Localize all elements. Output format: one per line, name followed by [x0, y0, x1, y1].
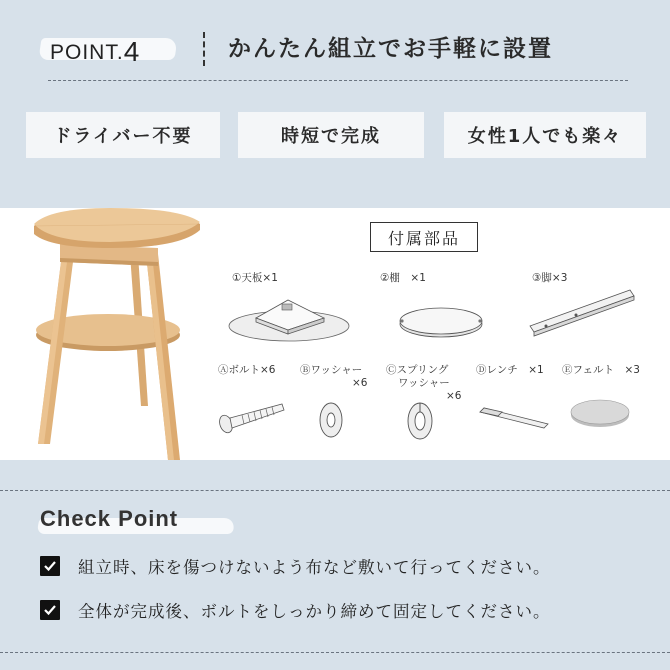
part-label-bolt: Ⓐボルト×6	[218, 364, 276, 376]
wrench-icon	[478, 406, 550, 430]
part-label-spring-1: Ⓒスプリング	[386, 364, 449, 376]
checkmark-icon	[40, 600, 60, 620]
feature-badge-easy: 女性1人でも楽々	[444, 112, 646, 158]
check-title-wrap	[36, 506, 246, 538]
point-number: 4	[123, 36, 141, 67]
feature-list	[0, 112, 670, 158]
header-divider	[48, 80, 628, 81]
part-label-tabletop: ①天板×1	[232, 272, 278, 284]
check-divider	[0, 490, 670, 491]
part-label-leg: ③脚×3	[532, 272, 568, 284]
headline: かんたん組立でお手軽に設置	[228, 36, 553, 62]
leg-icon	[526, 286, 638, 338]
check-point-section	[0, 490, 670, 670]
washer-icon	[316, 400, 346, 440]
part-label-wrench: Ⓓレンチ ×1	[476, 364, 544, 376]
felt-icon	[568, 394, 632, 430]
part-label-washer-1: Ⓑワッシャー	[300, 364, 363, 376]
check-item	[40, 598, 650, 622]
shelf-icon	[396, 304, 486, 340]
check-title: Check Point	[40, 506, 179, 531]
point-label	[50, 34, 140, 66]
part-label-spring-3: ×6	[446, 390, 462, 402]
feature-badge-quick: 時短で完成	[238, 112, 424, 158]
bottom-divider	[0, 652, 670, 653]
bolt-icon	[216, 400, 286, 436]
tabletop-icon	[226, 296, 352, 346]
spring-washer-icon	[404, 400, 436, 442]
part-label-spring-2: ワッシャー	[398, 377, 450, 389]
check-item	[40, 554, 650, 578]
vertical-separator	[203, 32, 205, 66]
check-item-text: 全体が完成後、ボルトをしっかり締めて固定してください。	[78, 602, 551, 621]
side-table-image	[30, 208, 202, 466]
parts-title: 付属部品	[370, 222, 478, 252]
point-label-text: POINT.	[50, 41, 124, 64]
part-label-shelf: ②棚 ×1	[380, 272, 426, 284]
feature-badge-no-driver: ドライバー不要	[26, 112, 220, 158]
checkmark-icon	[40, 556, 60, 576]
product-band	[0, 208, 670, 460]
part-label-felt: Ⓔフェルト ×3	[562, 364, 640, 376]
check-item-text: 組立時、床を傷つけないよう布など敷いて行ってください。	[78, 558, 551, 577]
point-badge	[36, 30, 186, 67]
part-label-washer-2: ×6	[352, 377, 368, 389]
point-header	[0, 0, 670, 80]
